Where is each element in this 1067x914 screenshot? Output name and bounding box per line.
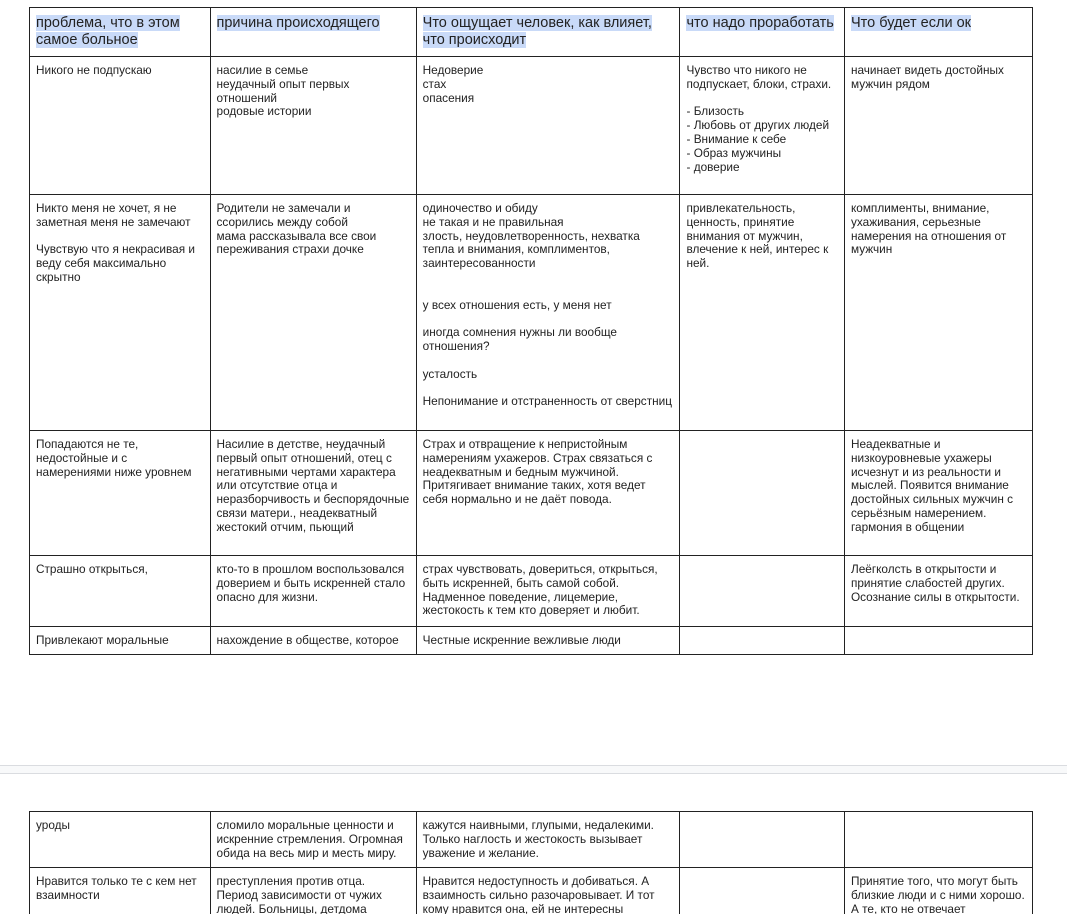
table-cell[interactable]: страх чувствовать, довериться, открыться, быть искренней, быть самой собой. Надменное поведение, лицемерие, жестокость к тем кто доверяет и любит.: [416, 556, 680, 627]
table-row: [30, 195, 1033, 431]
header-work-on-text: что надо проработать: [686, 15, 834, 31]
header-cell-outcome[interactable]: [844, 8, 1032, 57]
table-cell[interactable]: [680, 812, 844, 868]
header-cell-cause[interactable]: [210, 8, 416, 57]
header-cell-problem[interactable]: [30, 8, 211, 57]
table-cell[interactable]: комплименты, внимание, ухаживания, серьезные намерения на отношения от мужчин: [844, 195, 1032, 431]
table-row: [30, 812, 1033, 868]
table-cell[interactable]: Недоверие стах опасения: [416, 57, 680, 195]
table-row: [30, 556, 1033, 627]
table-cell[interactable]: [680, 868, 844, 914]
table-cell[interactable]: Чувство что никого не подпускает, блоки, страхи. - Близость - Любовь от других людей - Внимание к себе - Образ мужчины - доверие: [680, 57, 844, 195]
header-problem-text: проблема, что в этом самое больное: [36, 15, 180, 48]
header-cause-text: причина происходящего: [216, 15, 380, 31]
header-feelings-text: Что ощущает человек, как влияет, что происходит: [422, 15, 652, 48]
table-cell[interactable]: Привлекают моральные: [30, 627, 211, 655]
table-cell[interactable]: [680, 556, 844, 627]
problem-table: [29, 7, 1033, 655]
table-cell[interactable]: Леёгколсть в открытости и принятие слабостей других. Осознание силы в открытости.: [844, 556, 1032, 627]
document-page-2: [0, 774, 1067, 914]
table-row: [30, 627, 1033, 655]
table-cell[interactable]: привлекательность, ценность, принятие внимания от мужчин, влечение к ней, интерес к ней.: [680, 195, 844, 431]
table-cell[interactable]: сломило моральные ценности и искренние стремления. Огромная обида на весь мир и месть миру.: [210, 812, 416, 868]
header-cell-feelings[interactable]: [416, 8, 680, 57]
table-cell[interactable]: Родители не замечали и ссорились между собой мама рассказывала все свои переживания страхи дочке: [210, 195, 416, 431]
table-cell[interactable]: Насилие в детстве, неудачный первый опыт отношений, отец с негативными чертами характера или отсутствие отца и неразборчивость и беспорядочные связи матери., неадекватный жестокий отчим, пьющий: [210, 431, 416, 556]
table-cell[interactable]: нахождение в обществе, которое: [210, 627, 416, 655]
table-cell[interactable]: Никто меня не хочет, я не заметная меня не замечают Чувствую что я некрасивая и веду себя максимально скрытно: [30, 195, 211, 431]
table-cell[interactable]: кто-то в прошлом воспользовался доверием и быть искренней стало опасно для жизни.: [210, 556, 416, 627]
table-cell[interactable]: [844, 627, 1032, 655]
table-cell[interactable]: Никого не подпускаю: [30, 57, 211, 195]
page-break: [0, 765, 1067, 774]
table-cell[interactable]: Честные искренние вежливые люди: [416, 627, 680, 655]
table-cell[interactable]: насилие в семье неудачный опыт первых отношений родовые истории: [210, 57, 416, 195]
table-cell[interactable]: Страх и отвращение к непристойным намерениям ухажеров. Страх связаться с неадекватным и бедным мужчиной. Притягивает внимание таких, хотя ведет себя нормально и не даёт повода.: [416, 431, 680, 556]
table-cell[interactable]: Неадекватные и низкоуровневые ухажеры исчезнут и из реальности и мыслей. Появится внимание достойных сильных мужчин с серьёзным намерением. гармония в общении: [844, 431, 1032, 556]
table-cell[interactable]: Страшно открыться,: [30, 556, 211, 627]
table-cell[interactable]: Попадаются не те, недостойные и с намерениями ниже уровнем: [30, 431, 211, 556]
table-cell[interactable]: начинает видеть достойных мужчин рядом: [844, 57, 1032, 195]
table-row: [30, 57, 1033, 195]
table-cell[interactable]: [680, 431, 844, 556]
table-row: [30, 868, 1033, 914]
table-cell[interactable]: преступления против отца. Период зависимости от чужих людей. Больницы, детдома: [210, 868, 416, 914]
table-row: [30, 431, 1033, 556]
table-cell[interactable]: Нравится недоступность и добиваться. А взаимность сильно разочаровывает. И тот кому нравится она, ей не интересны: [416, 868, 680, 914]
table-cell[interactable]: Принятие того, что могут быть близкие люди и с ними хорошо. А те, кто не отвечает: [844, 868, 1032, 914]
table-cell[interactable]: одиночество и обиду не такая и не правильная злость, неудовлетворенность, нехватка тепла и внимания, комплиментов, заинтересованности у всех отношения есть, у меня нет иногда сомнения нужны ли вообще отношения? усталость Непонимание и отстраненность от сверстниц: [416, 195, 680, 431]
header-cell-work-on[interactable]: [680, 8, 844, 57]
table-cell[interactable]: [844, 812, 1032, 868]
table-header-row: [30, 8, 1033, 57]
table-cell[interactable]: [680, 627, 844, 655]
header-outcome-text: Что будет если ок: [850, 15, 971, 31]
table-cell[interactable]: кажутся наивными, глупыми, недалекими. Только наглость и жестокость вызывает уважение и желание.: [416, 812, 680, 868]
problem-table-continued: [29, 811, 1033, 914]
table-cell[interactable]: уроды: [30, 812, 211, 868]
table-cell[interactable]: Нравится только те с кем нет взаимности: [30, 868, 211, 914]
